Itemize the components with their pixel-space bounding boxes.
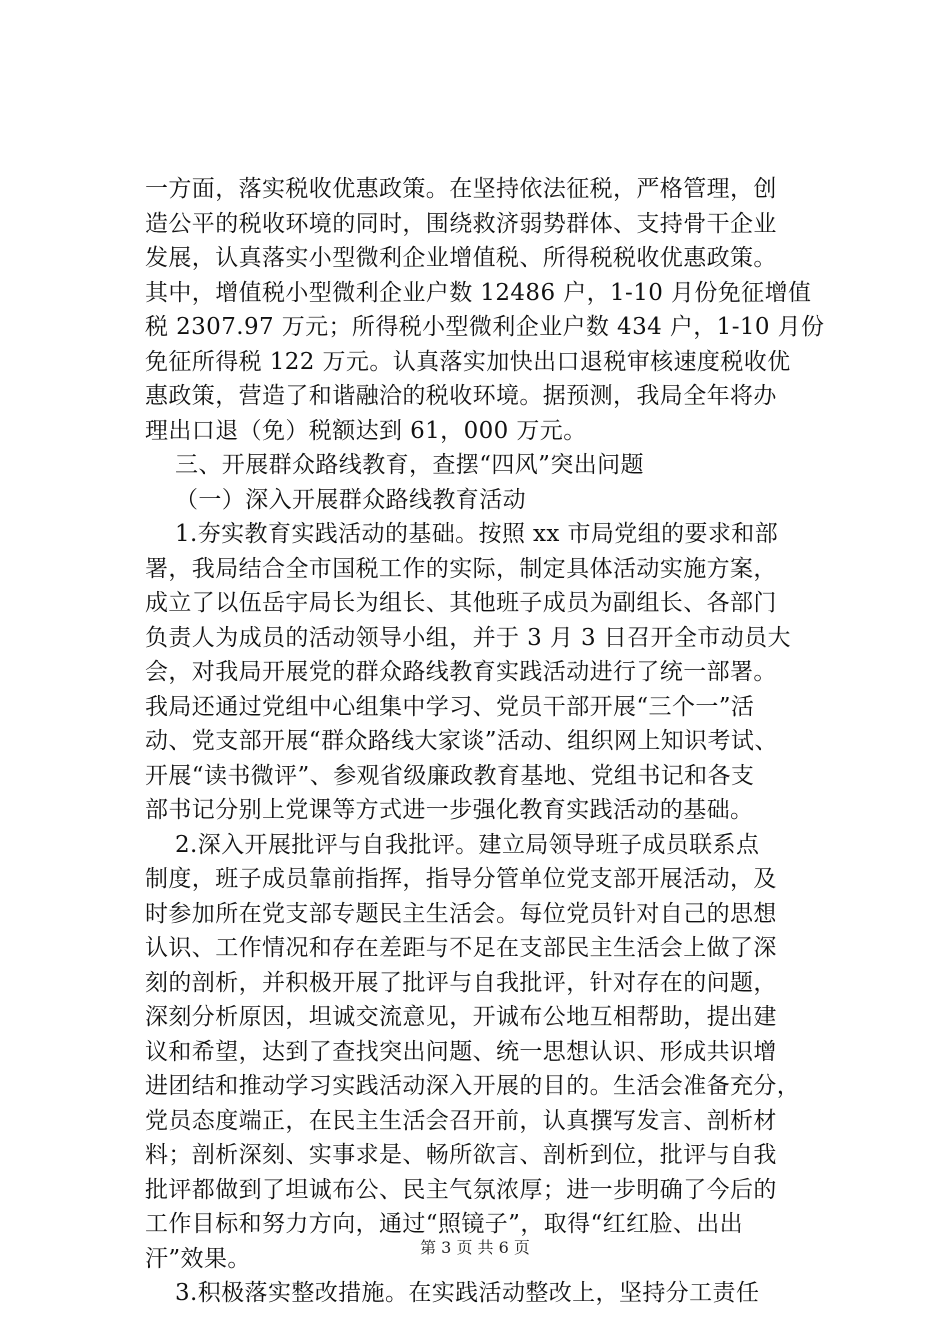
text-line: 其中，增值税小型微利企业户数 12486 户，1-10 月份免征增值 xyxy=(145,279,812,306)
text-line: 开展“读书微评”、参观省级廉政教育基地、党组书记和各支 xyxy=(145,762,755,789)
text-line: 汗”效果。 xyxy=(145,1245,251,1272)
text-line: 制度，班子成员靠前指挥，指导分管单位党支部开展活动，及 xyxy=(145,866,777,892)
page-number-footer: 第 3 页 共 6 页 xyxy=(420,1238,530,1257)
text-line: 税 2307.97 万元；所得税小型微利企业户数 434 户，1-10 月份 xyxy=(145,314,825,340)
text-line: 料；剖析深刻、实事求是、畅所欲言、剖析到位，批评与自我 xyxy=(145,1142,777,1168)
text-line: 惠政策，营造了和谐融洽的税收环境。据预测，我局全年将办 xyxy=(145,383,777,409)
text-line: 免征所得税 122 万元。认真落实加快出口退税审核速度税收优 xyxy=(145,348,791,375)
text-line: 工作目标和努力方向，通过“照镜子”，取得“红红脸、出出 xyxy=(145,1211,744,1237)
text-line: 动、党支部开展“群众路线大家谈”活动、组织网上知识考试、 xyxy=(145,728,778,754)
text-line: 深刻分析原因，坦诚交流意见，开诚布公地互相帮助，提出建 xyxy=(145,1004,777,1030)
text-line: 理出口退（免）税额达到 61，000 万元。 xyxy=(145,417,587,444)
text-line: 1.夯实教育实践活动的基础。按照 xx 市局党组的要求和部 xyxy=(175,521,779,547)
section-heading: 三、开展群众路线教育，查摆“四风”突出问题 xyxy=(175,452,644,478)
text-line: 党员态度端正，在民主生活会召开前，认真撰写发言、剖析材 xyxy=(145,1107,777,1134)
text-line: 2.深入开展批评与自我批评。建立局领导班子成员联系点 xyxy=(175,831,760,858)
text-line: 时参加所在党支部专题民主生活会。每位党员针对自己的思想 xyxy=(145,900,777,927)
text-line: 部书记分别上党课等方式进一步强化教育实践活动的基础。 xyxy=(145,797,754,823)
subsection-heading: （一）深入开展群众路线教育活动 xyxy=(175,486,526,513)
text-line: 议和希望，达到了查找突出问题、统一思想认识、形成共识增 xyxy=(145,1038,777,1065)
text-line: 3.积极落实整改措施。在实践活动整改上，坚持分工责任 xyxy=(175,1280,760,1306)
text-line: 刻的剖析，并积极开展了批评与自我批评，针对存在的问题， xyxy=(145,969,777,996)
text-line: 认识、工作情况和存在差距与不足在支部民主生活会上做了深 xyxy=(145,935,777,961)
text-line: 发展，认真落实小型微利企业增值税、所得税税收优惠政策。 xyxy=(145,245,777,271)
text-line: 会，对我局开展党的群众路线教育实践活动进行了统一部署。 xyxy=(145,659,777,685)
text-line: 负责人为成员的活动领导小组，并于 3 月 3 日召开全市动员大 xyxy=(145,624,791,651)
text-line: 批评都做到了坦诚布公、民主气氛浓厚；进一步明确了今后的 xyxy=(145,1176,777,1203)
text-line: 一方面，落实税收优惠政策。在坚持依法征税，严格管理，创 xyxy=(145,176,777,202)
text-line: 我局还通过党组中心组集中学习、党员干部开展“三个一”活 xyxy=(145,693,755,720)
text-line: 成立了以伍岳宇局长为组长、其他班子成员为副组长、各部门 xyxy=(145,590,777,616)
text-line: 署，我局结合全市国税工作的实际，制定具体活动实施方案， xyxy=(145,555,777,582)
document-body xyxy=(145,172,845,1311)
text-line: 进团结和推动学习实践活动深入开展的目的。生活会准备充分， xyxy=(145,1073,801,1099)
text-line: 造公平的税收环境的同时，围绕救济弱势群体、支持骨干企业 xyxy=(145,210,777,237)
